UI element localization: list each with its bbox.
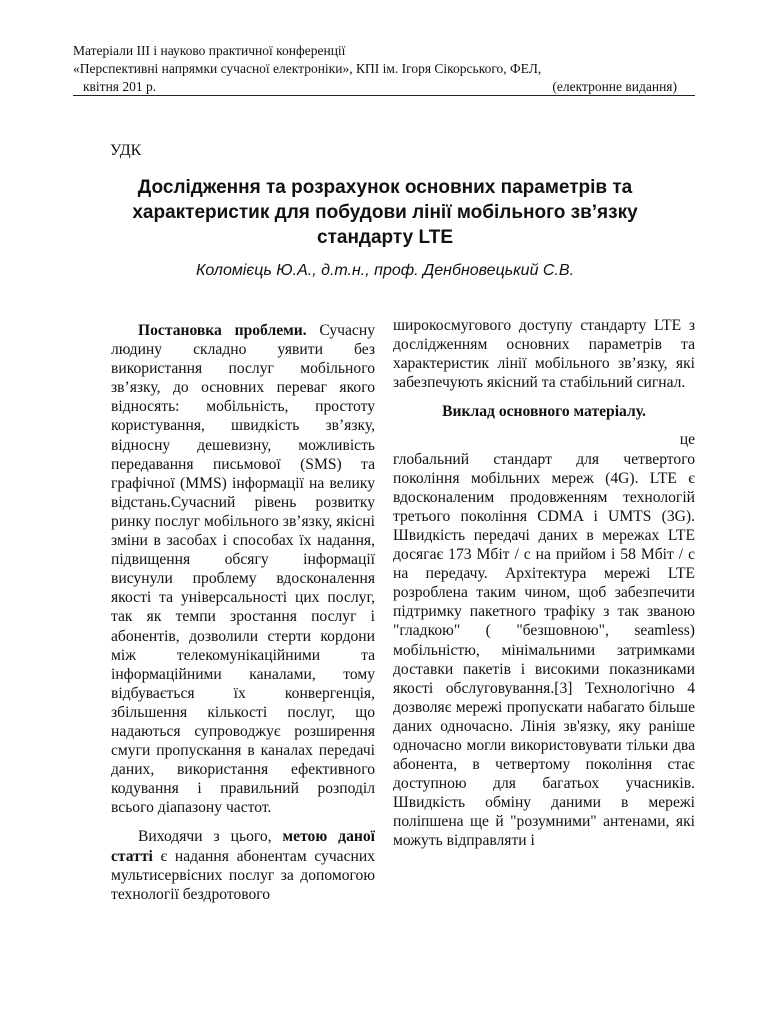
paper-title: Дослідження та розрахунок основних параметрів та характеристик для побудови лінії мобільного зв’язку стандарту LTE bbox=[132, 177, 638, 248]
header-date: квітня 201 р. bbox=[83, 79, 157, 94]
lte-lead-word: це bbox=[679, 431, 695, 449]
problem-statement-text: Сучасну людину складно уявити без використання послуг мобільного зв’язку, до основних переваг якого відносять: мобільність, простоту користування, швидкість зв’язку, відносну дешевизну, можливість передавання письмової (SMS) та графічної (MMS) інформації на велику відстань.Сучасний рівень розвитку ринку послуг мобільного зв’язку, якісні зміни в засобах і способах їх надання, підвищення обсягу інформації висунули проблему вдосконалення якості та універсальності цих послуг, так як темпи зростання послуг і абонентів, дозволили стерти кордони між телекомунікаційними та інформаційними каналами, тому відбувається їх конвергенція, збільшення кількості послуг, що надаються супроводжує розширення смуги пропускання в каналах передачі даних, використання ефективного кодування і правильний розподіл всього діапазону частот. bbox=[111, 322, 375, 817]
goal-paragraph bbox=[111, 827, 375, 903]
header-line-1 bbox=[73, 42, 677, 60]
lte-description-paragraph: глобальний стандарт для четвертого покоління мобільних мереж (4G). LTE є вдосконаленим продовженням технологій третього покоління CDMA і UMTS (3G). Швидкість передачі даних в мережах LTE досягає 173 Мбіт / с на прийом і 58 Мбіт / с на передачу. Архітектура мережі LTE розроблена таким чином, щоб забезпечити підтримку пакетного трафіку з так званою "гладкою" ( "безшовною", seamless) мобільністю, мінімальними затримками доставки пакетів і високими показниками якості обслуговування.[3] Технологічно 4 дозволяє мережі пропускати набагато більше даних одночасно. Лінія зв'язку, яку раніше одночасно могли використовувати тільки два абонента, в четвертому покоління стає доступною для багатьох учасників. Швидкість обміну даними в мережі поліпшена ще й "розумними" антенами, які можуть відправляти і bbox=[393, 450, 695, 850]
continuation-paragraph: широкосмугового доступу стандарту LTE з дослідженням основних параметрів та характеристик лінії мобільного зв’язку, які забезпечують якісний та стабільний сигнал. bbox=[393, 317, 695, 392]
goal-lead-text: Виходячи з цього, bbox=[138, 828, 283, 846]
udk-label: УДК bbox=[110, 142, 142, 159]
goal-text: є надання абонентам сучасних мультисервісних послуг за допомогою технології бездротового bbox=[111, 847, 375, 903]
header-edition: (електронне видання) bbox=[552, 79, 677, 94]
left-column bbox=[111, 321, 375, 904]
header-divider bbox=[73, 95, 695, 96]
problem-statement-heading: Постановка проблеми. bbox=[138, 322, 307, 339]
right-column bbox=[393, 316, 695, 851]
main-material-heading: Виклад основного матеріалу. bbox=[442, 403, 646, 421]
header-line-2 bbox=[73, 60, 677, 78]
header-conference-theme: «Перспективні напрямки сучасної електроніки», КПІ ім. Ігоря Сікорського, ФЕЛ, bbox=[73, 61, 542, 76]
goal-heading: метою даної статті bbox=[111, 828, 375, 865]
paper-authors: Коломієць Ю.А., д.т.н., проф. Денбновецький С.В. bbox=[195, 262, 575, 279]
header-conference-title: Матеріали ІІІ і науково практичної конференції bbox=[73, 43, 346, 58]
problem-statement-paragraph bbox=[111, 321, 375, 817]
conference-header bbox=[73, 42, 677, 96]
header-line-3 bbox=[73, 78, 677, 96]
